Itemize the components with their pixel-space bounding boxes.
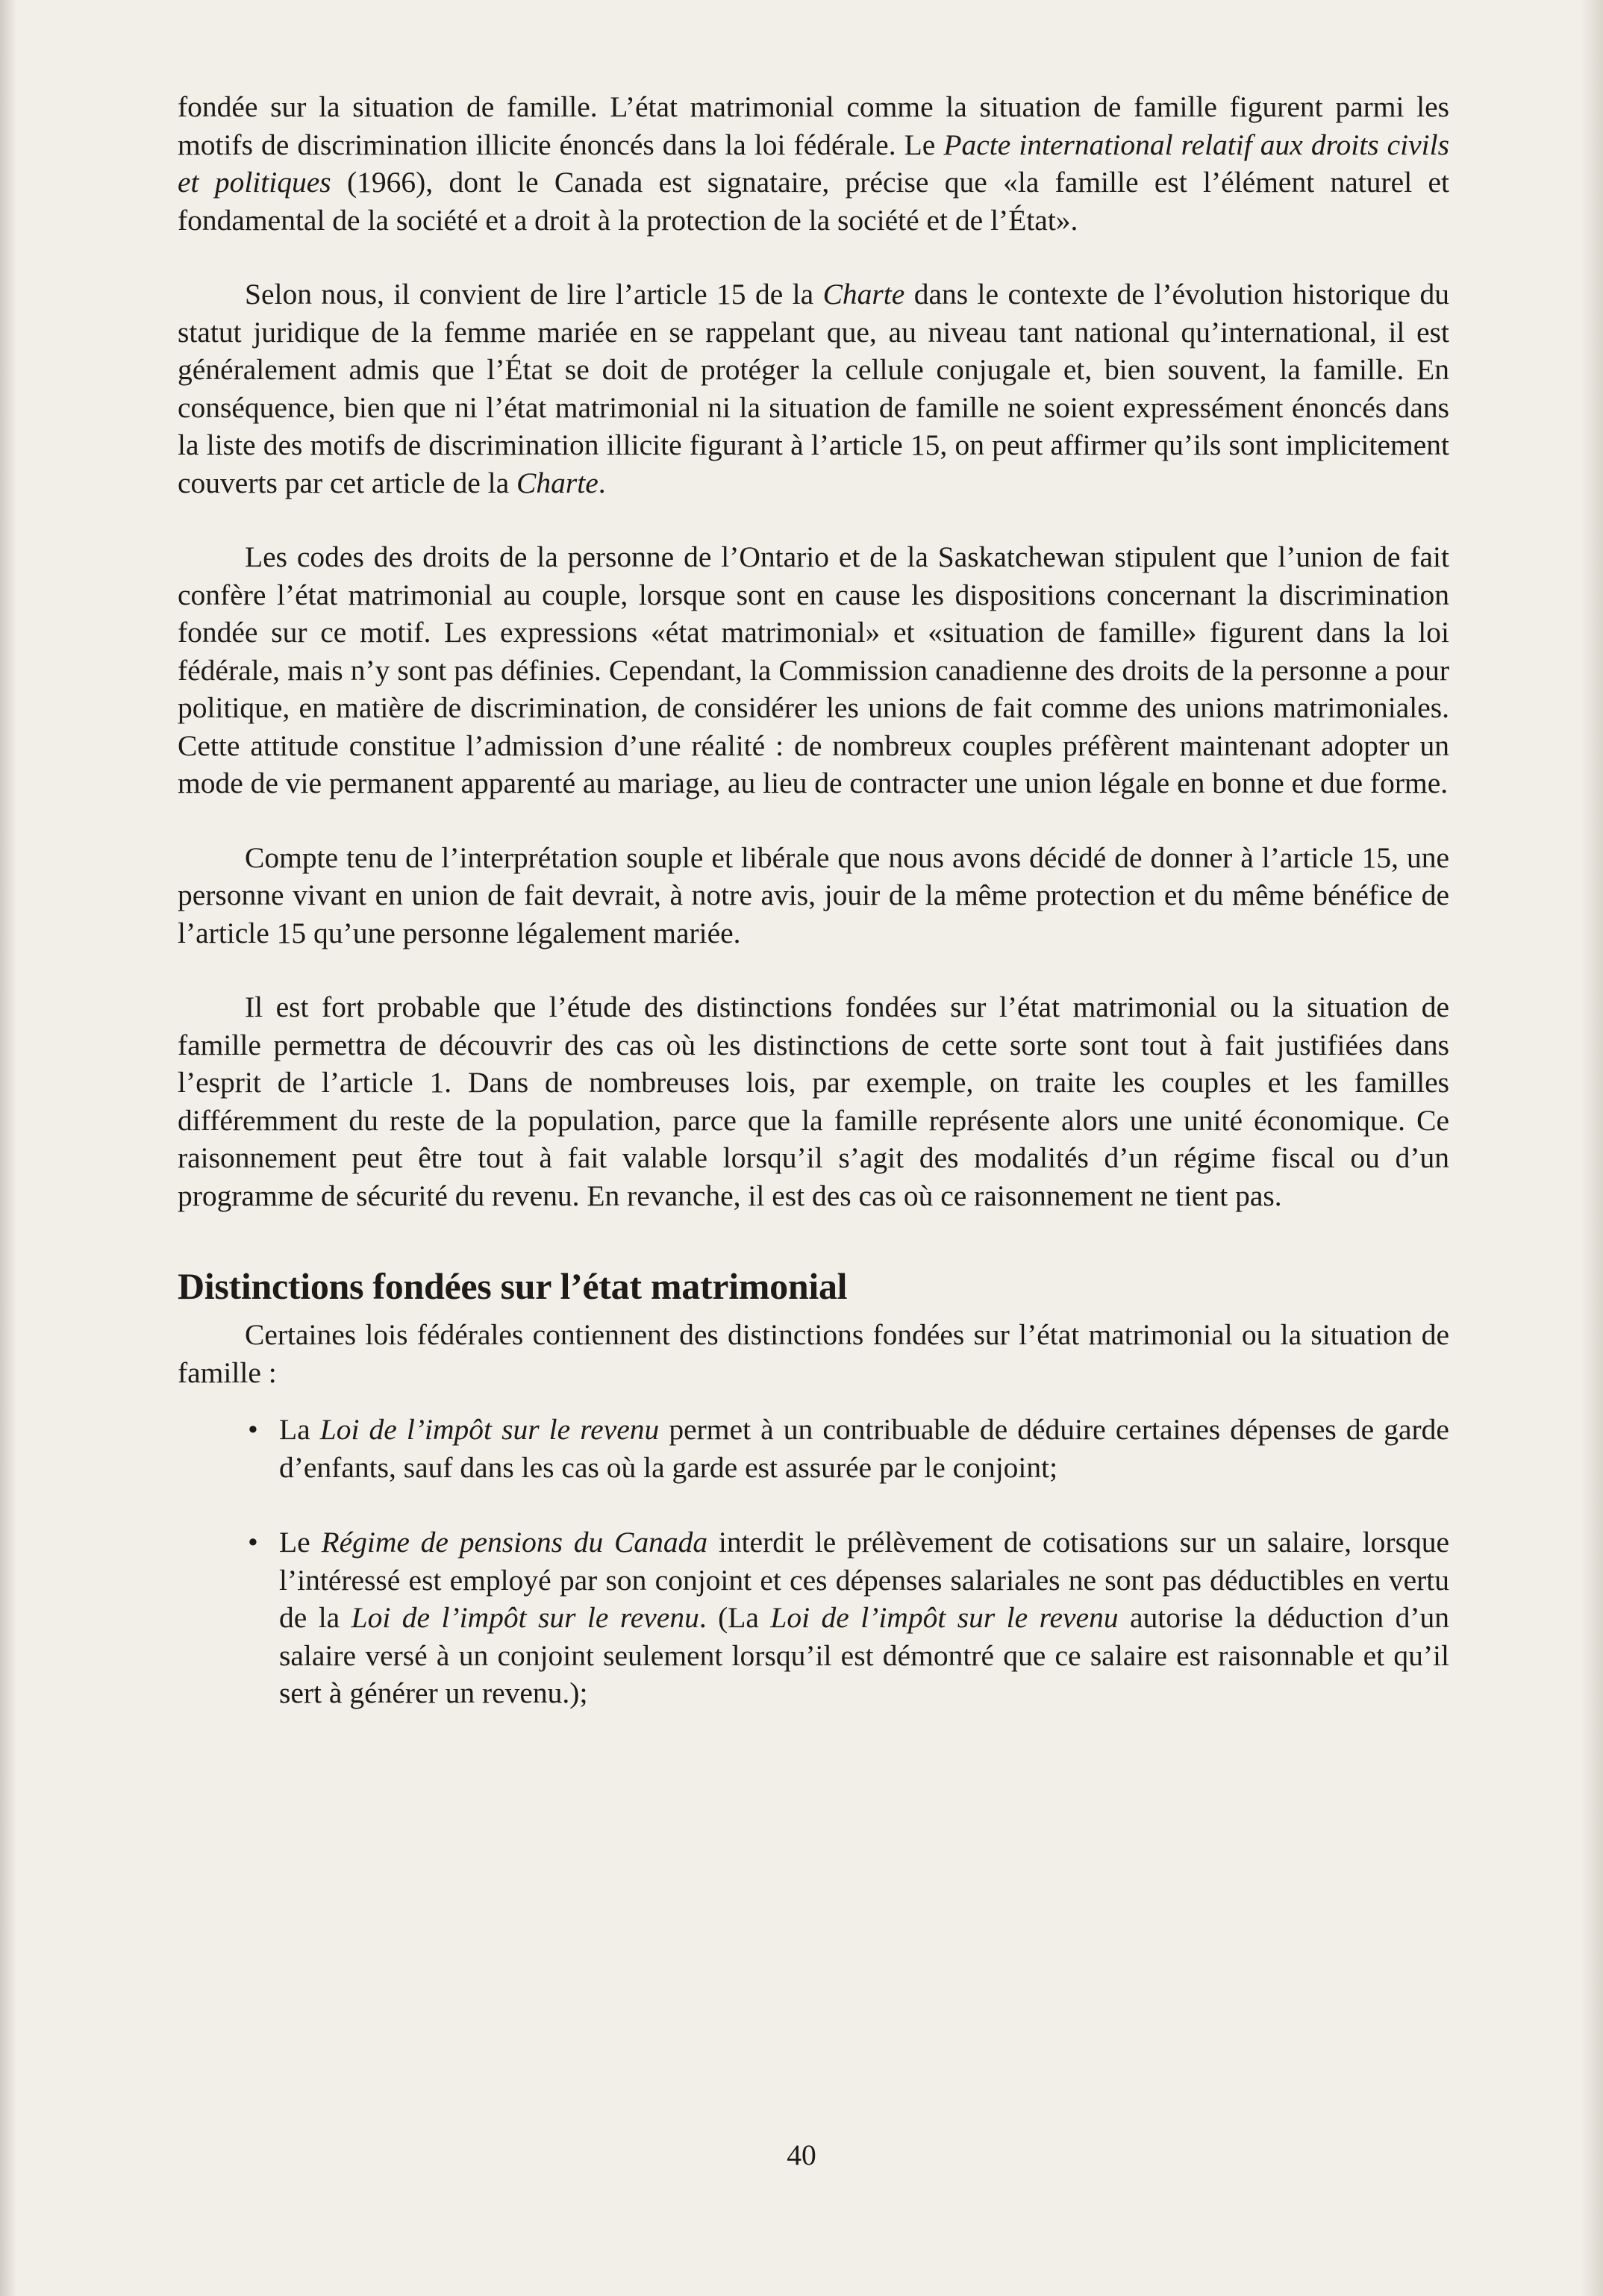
section-intro: Certaines lois fédérales contiennent des distinctions fondées sur l’état matrimonial ou la situation de famille : <box>178 1318 1449 1389</box>
act-title: Régime de pensions du Canada <box>321 1526 708 1559</box>
bullet-icon: • <box>248 1413 258 1446</box>
act-title: Loi de l’impôt sur le revenu <box>770 1601 1119 1634</box>
charter-title: Charte <box>516 466 599 499</box>
act-title: Loi de l’impôt sur le revenu <box>351 1601 699 1634</box>
charter-title: Charte <box>822 278 905 311</box>
paragraph-family-status: fondée sur la situation de famille. L’état matrimonial comme la situation de famille figurent parmi les motifs de discrimination illicite énoncés dans la loi fédérale. Le Pacte international relatif aux droits civils et politiques (1966), dont le Canada est signataire, précise que «la famille est l’élément naturel et fondamental de la société et a droit à la protection de la société et de l’État». <box>178 90 1449 237</box>
paragraph-common-law-union: Les codes des droits de la personne de l’Ontario et de la Saskatchewan stipulent que l’union de fait confère l’état matrimonial au couple, lorsque sont en cause les dispositions concernant la discrimination fondée sur ce motif. Les expressions «état matrimonial» et «situation de famille» figurent dans la loi fédérale, mais n’y sont pas définies. Cependant, la Commission canadienne des droits de la personne a pour politique, en matière de discrimination, de considérer les unions de fait comme des unions matrimoniales. Cette attitude constitue l’admission d’une réalité : de nombreux couples préfèrent maintenant adopter un mode de vie permanent apparenté au mariage, au lieu de contracter une union légale en bonne et due forme. <box>178 540 1449 799</box>
paragraph-article-15-context: Selon nous, il convient de lire l’article 15 de la Charte dans le contexte de l’évolution historique du statut juridique de la femme mariée en se rappelant que, au niveau tant national qu’international, il est généralement admis que l’État se doit de protéger la cellule conjugale et, bien souvent, la famille. En conséquence, bien que ni l’état matrimonial ni la situation de famille ne soient expressément énoncés dans la liste des motifs de discrimination illicite figurant à l’article 15, on peut affirmer qu’ils sont implicitement couverts par cet article de la Charte. <box>178 278 1449 499</box>
act-title: Loi de l’impôt sur le revenu <box>319 1413 660 1446</box>
paragraph-interpretation: Compte tenu de l’interprétation souple et libérale que nous avons décidé de donner à l’article 15, une personne vivant en union de fait devrait, à notre avis, jouir de la même protection et du même bénéfice de l’article 15 qu’une personne légalement mariée. <box>178 840 1449 949</box>
page-edge-right <box>1581 0 1603 2296</box>
page-number: 40 <box>787 2139 816 2171</box>
page-body <box>178 88 1449 1712</box>
list-item-text: Le Régime de pensions du Canada interdit le prélèvement de cotisations sur un salaire, lorsque l’intéressé est employé par son conjoint et ces dépenses salariales ne sont pas déductibles en vertu de la Loi de l’impôt sur le revenu. (La Loi de l’impôt sur le revenu autorise la déduction d’un salaire versé à un conjoint seulement lorsqu’il est démontré que ce salaire est raisonnable et qu’il sert à générer un revenu.); <box>279 1526 1449 1709</box>
paragraph-justified-distinctions: Il est fort probable que l’étude des distinctions fondées sur l’état matrimonial ou la situation de famille permettra de découvrir des cas où les distinctions de cette sorte sont tout à fait justifiées dans l’esprit de l’article 1. Dans de nombreuses lois, par exemple, on traite les couples et les familles différemment du reste de la population, parce que la famille représente alors une unité économique. Ce raisonnement peut être tout à fait valable lorsqu’il s’agit des modalités d’un régime fiscal ou d’un programme de sécurité du revenu. En revanche, il est des cas où ce raisonnement ne tient pas. <box>178 991 1449 1212</box>
list-item-text: La Loi de l’impôt sur le revenu permet à un contribuable de déduire certaines dépenses de garde d’enfants, sauf dans les cas où la garde est assurée par le conjoint; <box>279 1413 1449 1484</box>
list-item <box>178 1411 1449 1486</box>
section-heading: Distinctions fondées sur l’état matrimonial <box>178 1265 848 1307</box>
list-item <box>178 1523 1449 1712</box>
page-edge-left <box>0 0 16 2296</box>
covenant-title: Pacte international relatif aux droits civils et politiques <box>178 128 1449 199</box>
bullet-icon: • <box>248 1526 258 1559</box>
distinctions-list <box>178 1411 1449 1712</box>
